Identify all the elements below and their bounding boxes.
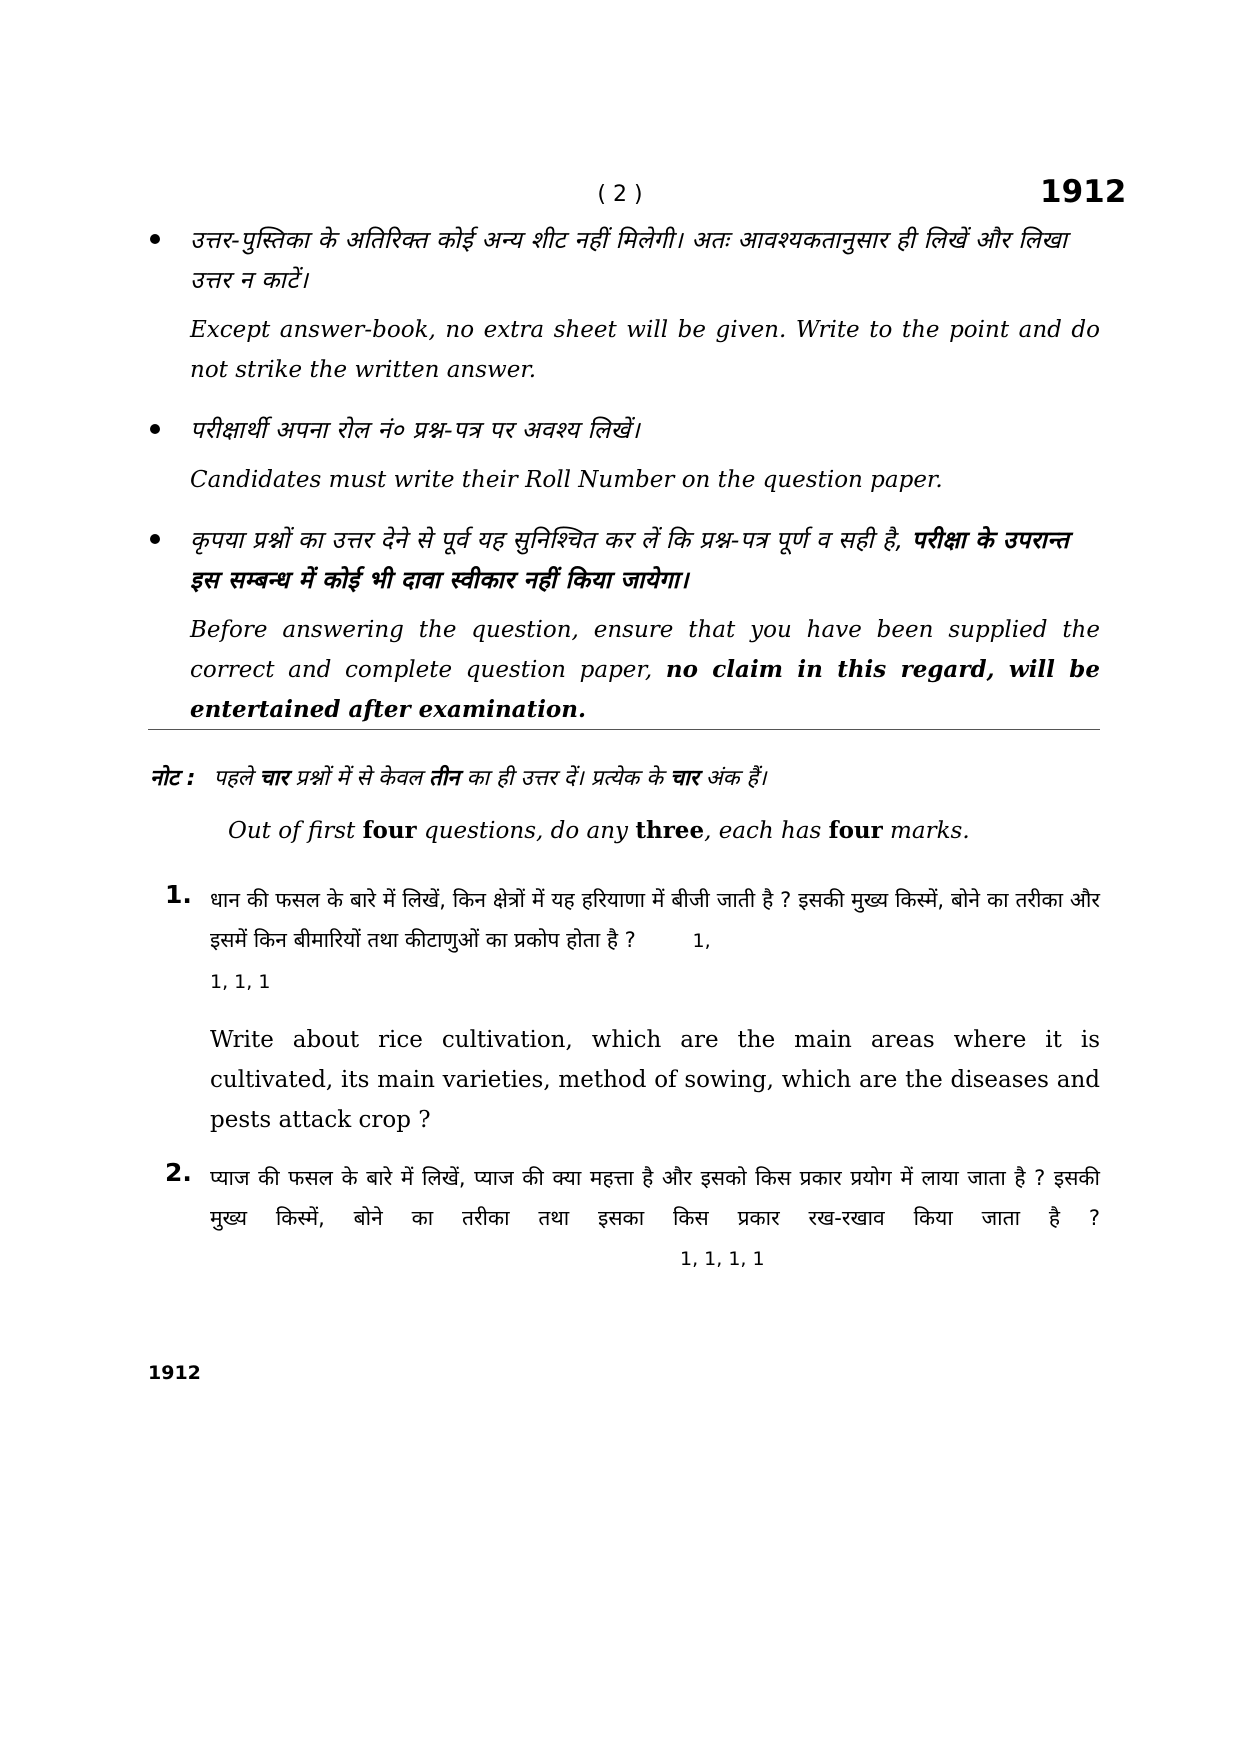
question-hindi bbox=[210, 1158, 1100, 1279]
instruction-english bbox=[190, 610, 1100, 730]
note-text: marks. bbox=[882, 818, 970, 844]
question-hindi-text: प्याज की फसल के बारे में लिखें, प्याज की क्या महत्ता है और इसको किस प्रकार प्रयोग में लाया जाता है ? इसकी मुख्य किस्में, बोने का तरीका तथा इसका किस प्रकार रख-रखाव किया जाता है ? bbox=[210, 1166, 1100, 1230]
instruction-hindi: परीक्षार्थी अपना रोल नं० प्रश्न-पत्र पर अवश्य लिखें। bbox=[190, 416, 641, 444]
instruction-hindi-regular: कृपया प्रश्नों का उत्तर देने से पूर्व यह सुनिश्चित कर लें कि प्रश्न-पत्र पूर्ण व सही है, bbox=[190, 526, 904, 554]
note-text: , each has bbox=[704, 818, 829, 844]
instruction-hindi-bold: परीक्षा के उपरान्त इस सम्बन्ध में कोई भी दावा स्वीकार नहीं किया जायेगा। bbox=[190, 526, 1070, 594]
page-number: ( 2 ) bbox=[597, 182, 643, 207]
divider bbox=[148, 729, 1100, 730]
question-english: Write about rice cultivation, which are the main areas where it is cultivated, its main varieties, method of sowing, which are the diseases and pests attack crop ? bbox=[210, 1027, 1100, 1133]
note-text: questions, do any bbox=[416, 818, 636, 844]
instruction-english-bold: no claim in this regard, will be entertained after examination. bbox=[190, 656, 1100, 723]
note-emphasis: four bbox=[828, 817, 883, 844]
instruction-item bbox=[150, 220, 1100, 390]
instruction-english: Candidates must write their Roll Number on the question paper. bbox=[190, 467, 943, 493]
paper-code: 1912 bbox=[1040, 174, 1127, 210]
instruction-item bbox=[150, 410, 1100, 500]
question-hindi bbox=[210, 880, 1100, 1002]
note-text: प्रश्नों में से केवल bbox=[288, 766, 430, 791]
note-emphasis: four bbox=[362, 817, 417, 844]
question-marks: 1, bbox=[692, 930, 711, 952]
note-text: अंक हैं। bbox=[698, 766, 767, 791]
instruction-hindi bbox=[190, 520, 1100, 600]
note-emphasis: तीन bbox=[429, 766, 460, 791]
question-hindi-text: धान की फसल के बारे में लिखें, किन क्षेत्रों में यह हरियाणा में बीजी जाती है ? इसकी मुख्य किस्में, बोने का तरीका और इसमें किन बीमारियों तथा कीटाणुओं का प्रकोप होता है ? bbox=[210, 888, 1100, 952]
bullet-icon bbox=[150, 234, 160, 244]
note-hindi bbox=[150, 762, 1100, 792]
note-label: नोट : bbox=[150, 766, 196, 791]
instruction-english-regular: Before answering the question, ensure that you have been supplied the correct and complete question paper, bbox=[190, 617, 1100, 683]
note-text: Out of first bbox=[228, 818, 363, 844]
question-item bbox=[165, 1158, 1100, 1279]
note-emphasis: चार bbox=[259, 766, 289, 791]
instruction-english: Except answer-book, no extra sheet will be given. Write to the point and do not strike the written answer. bbox=[190, 317, 1100, 383]
instruction-item bbox=[150, 520, 1100, 730]
note-emphasis: चार bbox=[670, 766, 699, 791]
note-english bbox=[228, 817, 1108, 844]
instruction-hindi: उत्तर-पुस्तिका के अतिरिक्त कोई अन्य शीट नहीं मिलेगी। अतः आवश्यकतानुसार ही लिखें और लिखा उत्तर न काटें। bbox=[190, 226, 1068, 294]
question-marks: 1, 1, 1, 1 bbox=[680, 1248, 765, 1270]
note-text: का ही उत्तर दें। प्रत्येक के bbox=[459, 766, 671, 791]
footer-paper-code: 1912 bbox=[148, 1362, 201, 1384]
note-text: पहले bbox=[213, 766, 260, 791]
question-item bbox=[165, 880, 1100, 1140]
bullet-icon bbox=[150, 534, 160, 544]
note-emphasis: three bbox=[635, 817, 705, 844]
question-marks: 1, 1, 1 bbox=[210, 971, 271, 993]
bullet-icon bbox=[150, 424, 160, 434]
question-number: 2. bbox=[165, 1158, 192, 1187]
question-number: 1. bbox=[165, 880, 192, 909]
